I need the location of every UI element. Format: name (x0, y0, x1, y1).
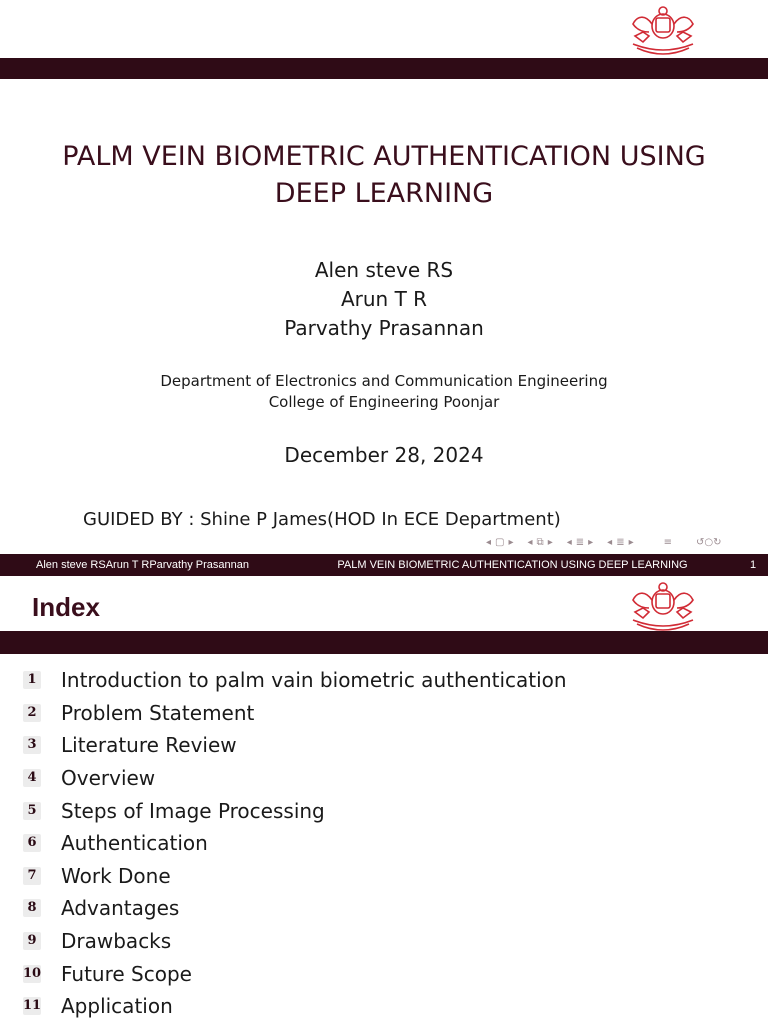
toc-number: 9 (23, 932, 41, 950)
college: College of Engineering Poonjar (268, 393, 500, 411)
nav-right-arrow-icon[interactable]: ▸ (588, 536, 594, 548)
footer-page-number: 1 (749, 559, 757, 571)
toc-number: 1 (23, 671, 41, 689)
nav-left-arrow-icon[interactable]: ◂ (527, 536, 533, 548)
toc-label: Problem Statement (61, 700, 255, 725)
toc-item[interactable] (23, 990, 567, 1023)
nav-right-arrow-icon[interactable]: ▸ (547, 536, 553, 548)
header-bar (0, 58, 768, 79)
toc-label: Work Done (61, 863, 171, 888)
toc-item[interactable] (23, 664, 567, 697)
search-icon[interactable]: ↺○↻ (696, 536, 722, 548)
toc-item[interactable] (23, 794, 567, 827)
toc-number: 5 (23, 802, 41, 820)
footer-title: PALM VEIN BIOMETRIC AUTHENTICATION USING DEEP LEARNING (337, 559, 688, 571)
toc-item[interactable] (23, 827, 567, 860)
frame-title: Index (32, 592, 100, 622)
toc-number: 6 (23, 834, 41, 852)
author-name: Arun T R (340, 287, 428, 311)
toc-number: 11 (23, 998, 42, 1014)
toc-label: Literature Review (61, 733, 237, 758)
toc-number: 4 (23, 769, 41, 787)
toc-item[interactable] (23, 697, 567, 730)
toc-label: Authentication (61, 831, 208, 856)
toc-number: 8 (23, 899, 41, 917)
toc-item[interactable] (23, 729, 567, 762)
toc-item[interactable] (23, 892, 567, 925)
header-bar (0, 631, 768, 654)
toc-label: Steps of Image Processing (61, 798, 325, 823)
author-list (0, 256, 768, 343)
toc-item[interactable] (23, 762, 567, 795)
toc-label: Introduction to palm vain biometric authentication (61, 668, 567, 693)
author-name: Parvathy Prasannan (284, 316, 484, 340)
toc-label: Future Scope (61, 961, 192, 986)
nav-left-arrow-icon[interactable]: ◂ (607, 536, 613, 548)
toc-number: 2 (23, 704, 41, 722)
toc-label: Application (61, 994, 173, 1019)
title-line-2: DEEP LEARNING (274, 178, 494, 209)
table-of-contents (23, 664, 567, 1023)
frame-icon[interactable]: ▢ (495, 536, 505, 548)
kerala-emblem-icon (627, 578, 699, 634)
toc-item[interactable] (23, 957, 567, 990)
footer-authors: Alen steve RSArun T RParvathy Prasannan (36, 559, 249, 571)
toc-number: 3 (23, 736, 41, 754)
nav-left-arrow-icon[interactable]: ◂ (486, 536, 492, 548)
toc-icon[interactable]: ≡ (663, 536, 673, 548)
institute (0, 371, 768, 413)
title-line-1: PALM VEIN BIOMETRIC AUTHENTICATION USING (62, 141, 706, 172)
toc-number: 10 (23, 965, 42, 981)
presentation-title (20, 138, 748, 212)
department: Department of Electronics and Communication Engineering (160, 372, 608, 390)
section-icon[interactable]: ≣ (575, 536, 585, 548)
toc-label: Advantages (61, 896, 180, 921)
kerala-emblem-icon (627, 2, 699, 58)
toc-item[interactable] (23, 925, 567, 958)
nav-right-arrow-icon[interactable]: ▸ (628, 536, 634, 548)
toc-item[interactable] (23, 860, 567, 893)
footer-bar (0, 554, 768, 576)
section-icon[interactable]: ≣ (616, 536, 625, 548)
presentation-date: December 28, 2024 (284, 443, 484, 467)
toc-number: 7 (23, 867, 41, 885)
subsection-icon[interactable]: ⧉ (536, 536, 544, 548)
nav-right-arrow-icon[interactable]: ▸ (508, 536, 514, 548)
nav-left-arrow-icon[interactable]: ◂ (566, 536, 572, 548)
guided-by: GUIDED BY : Shine P James(HOD In ECE Department) (83, 509, 561, 530)
toc-label: Drawbacks (61, 929, 172, 954)
beamer-navigation (486, 535, 722, 549)
index-slide (0, 576, 768, 1024)
author-name: Alen steve RS (314, 258, 454, 282)
toc-label: Overview (61, 766, 156, 791)
